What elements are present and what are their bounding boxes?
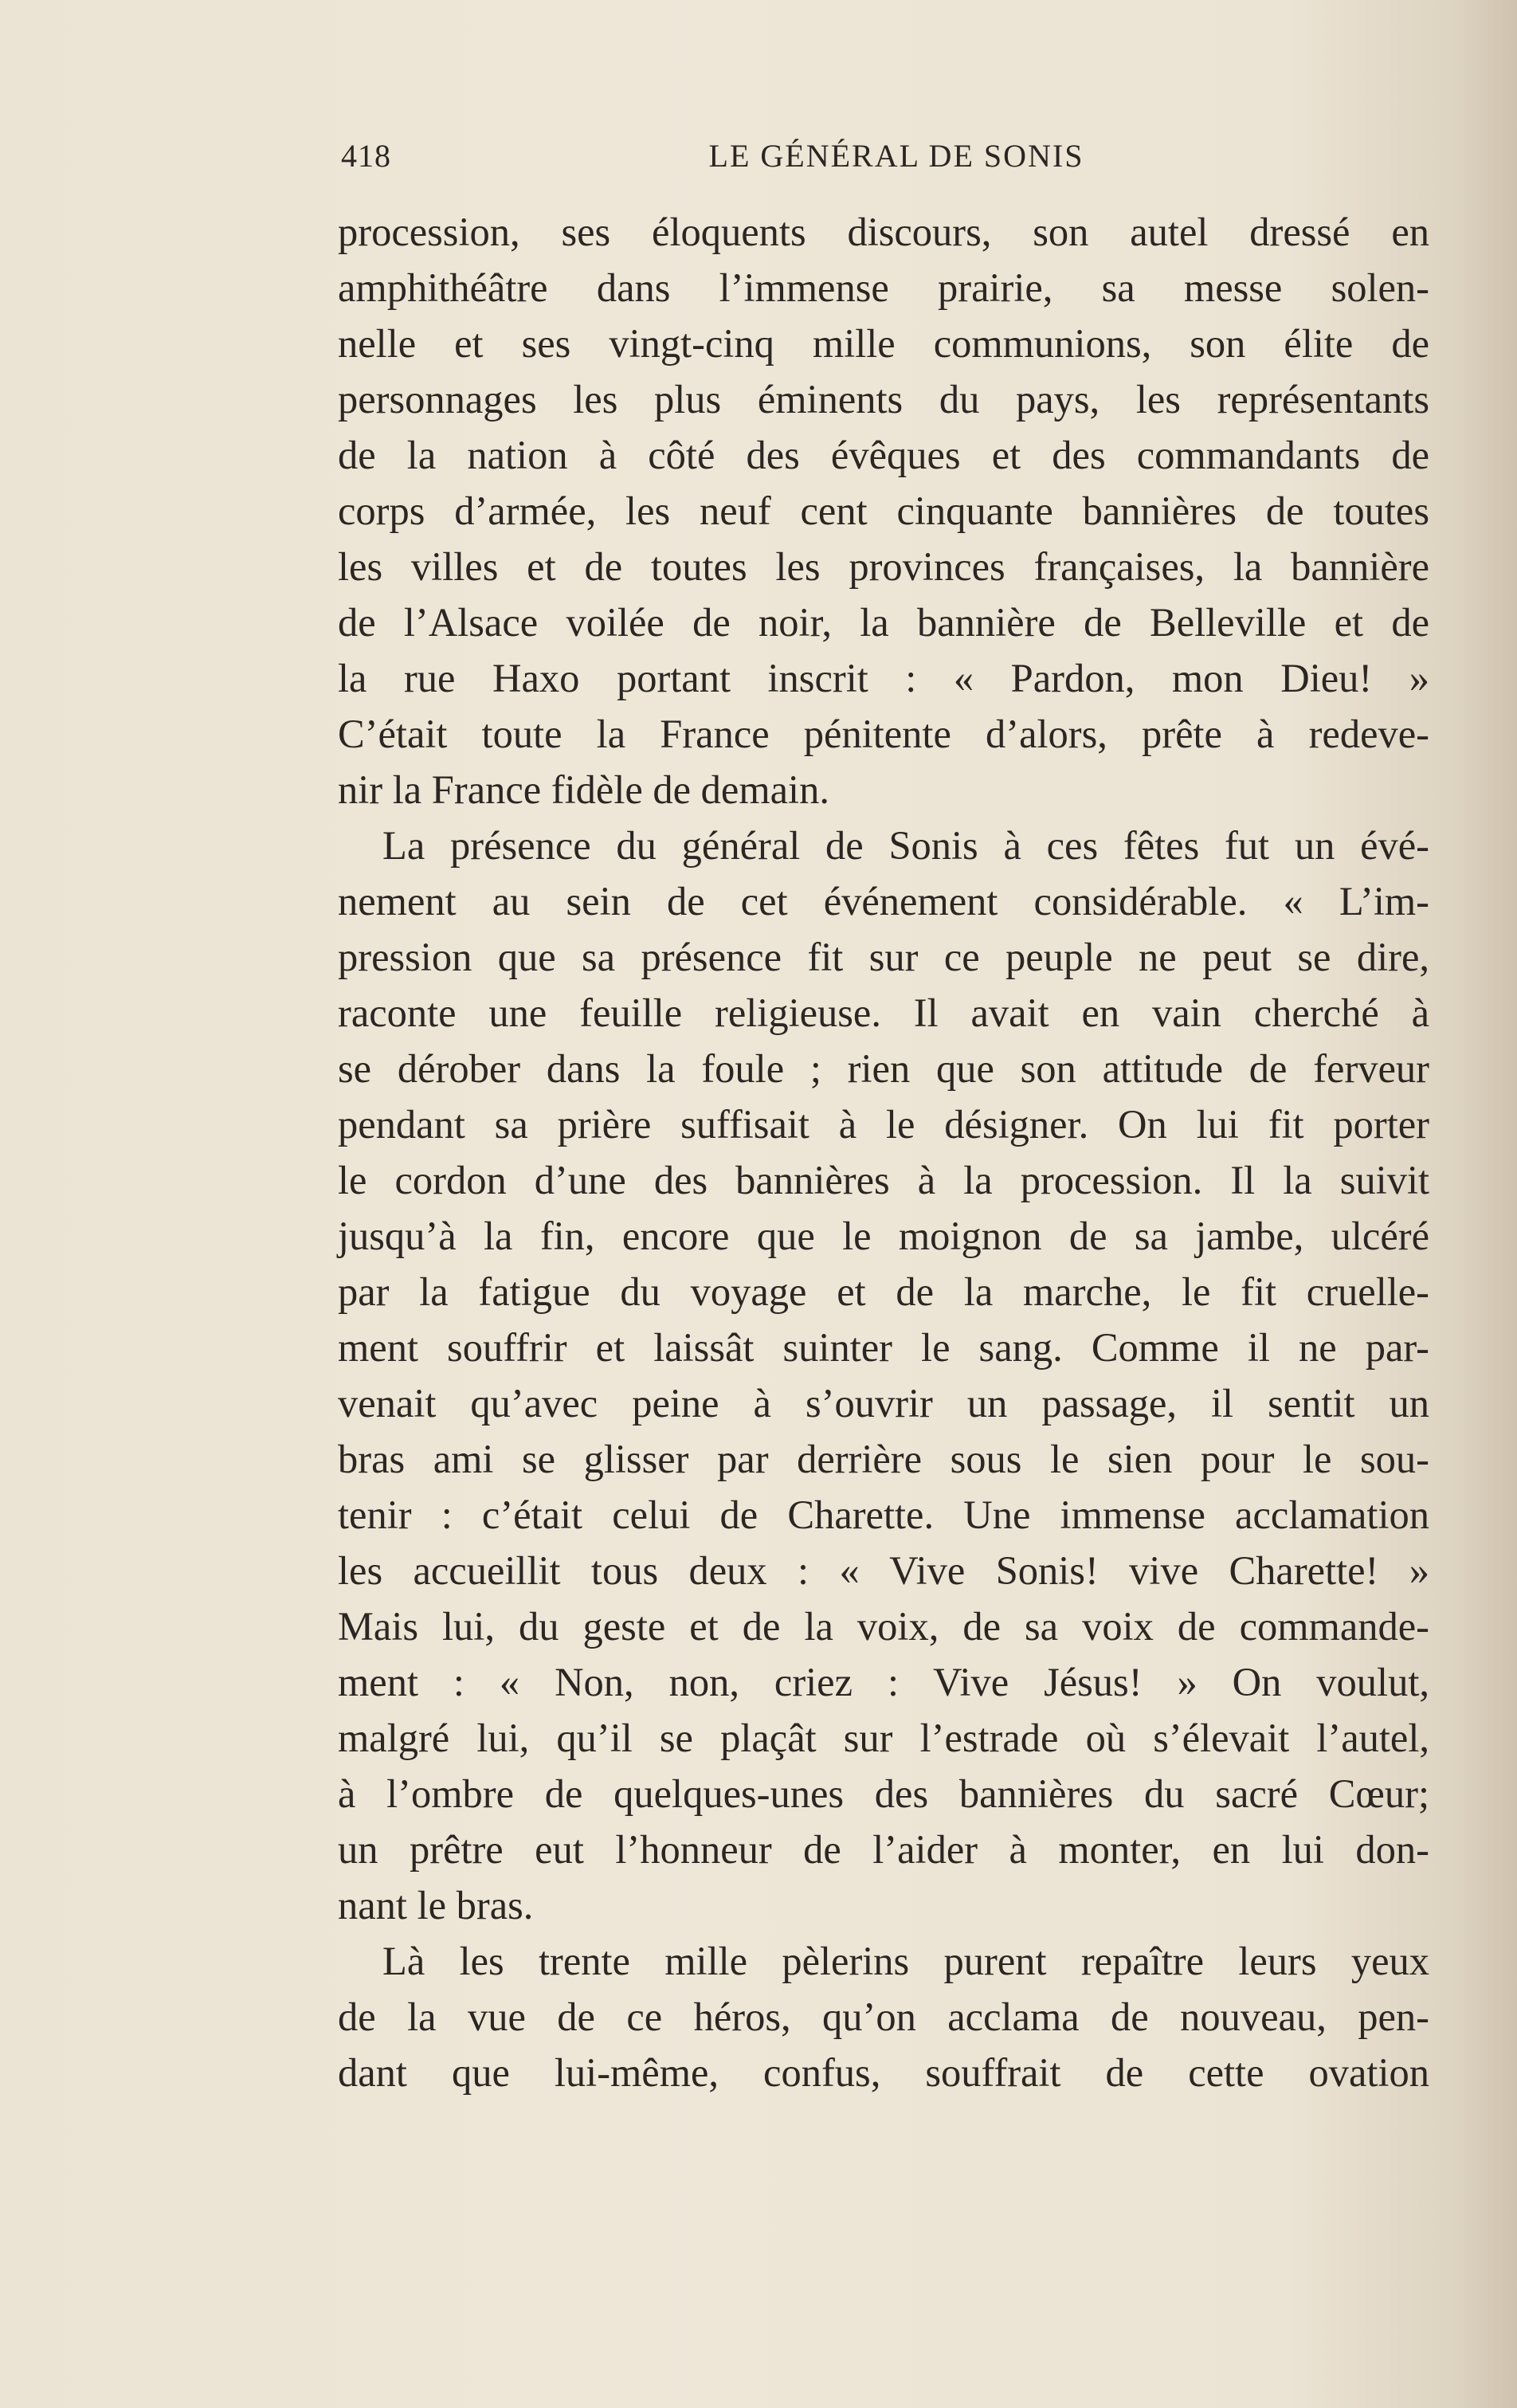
text-line: venait qu’avec peine à s’ouvrir un passage, il sentit un [338, 1381, 1429, 1426]
text-line: amphithéâtre dans l’immense prairie, sa messe solen- [338, 265, 1429, 310]
text-line: le cordon d’une des bannières à la procession. Il la suivit [338, 1158, 1429, 1202]
text-line: les accueillit tous deux : « Vive Sonis! vive Charette! » [338, 1548, 1429, 1593]
text-line: la rue Haxo portant inscrit : « Pardon, mon Dieu! » [338, 656, 1429, 700]
text-line: de la nation à côté des évêques et des commandants de [338, 433, 1429, 477]
text-line: ment : « Non, non, criez : Vive Jésus! » On voulut, [338, 1660, 1429, 1704]
text-line: nant le bras. [338, 1883, 534, 1928]
text-line: personnages les plus éminents du pays, les représentants [338, 377, 1429, 422]
text-line: de l’Alsace voilée de noir, la bannière de Belleville et de [338, 600, 1429, 645]
body-text [338, 204, 1429, 2100]
text-line: malgré lui, qu’il se plaçât sur l’estrade où s’élevait l’autel, [338, 1716, 1429, 1760]
text-line: nir la France fidèle de demain. [338, 767, 829, 812]
text-line: tenir : c’était celui de Charette. Une immense acclamation [338, 1492, 1429, 1537]
text-line: nelle et ses vingt-cinq mille communions, son élite de [338, 321, 1429, 366]
page-number: 418 [341, 138, 391, 174]
text-line: La présence du général de Sonis à ces fêtes fut un évé- [382, 823, 1429, 868]
text-line: bras ami se glisser par derrière sous le sien pour le sou- [338, 1437, 1429, 1481]
page-header [341, 126, 1436, 186]
running-title: LE GÉNÉRAL DE SONIS [708, 138, 1084, 174]
text-line: pendant sa prière suffisait à le désigner. On lui fit porter [338, 1102, 1429, 1147]
text-line: nement au sein de cet événement considérable. « L’im- [338, 879, 1429, 924]
text-line: dant que lui-même, confus, souffrait de cette ovation [338, 2050, 1429, 2095]
text-line: se dérober dans la foule ; rien que son attitude de ferveur [338, 1046, 1429, 1091]
text-line: à l’ombre de quelques-unes des bannières du sacré Cœur; [338, 1771, 1429, 1816]
text-line: corps d’armée, les neuf cent cinquante bannières de toutes [338, 488, 1429, 533]
text-line: jusqu’à la fin, encore que le moignon de sa jambe, ulcéré [338, 1214, 1429, 1258]
text-line: procession, ses éloquents discours, son autel dressé en [338, 210, 1429, 254]
text-line: par la fatigue du voyage et de la marche, le fit cruelle- [338, 1269, 1429, 1314]
text-line: les villes et de toutes les provinces françaises, la bannière [338, 544, 1429, 589]
text-line: un prêtre eut l’honneur de l’aider à monter, en lui don- [338, 1827, 1429, 1872]
text-line: de la vue de ce héros, qu’on acclama de nouveau, pen- [338, 1994, 1429, 2039]
text-line: raconte une feuille religieuse. Il avait en vain cherché à [338, 990, 1429, 1035]
text-line: pression que sa présence fit sur ce peuple ne peut se dire, [338, 935, 1429, 979]
text-line: Là les trente mille pèlerins purent repaître leurs yeux [382, 1939, 1429, 1983]
text-line: Mais lui, du geste et de la voix, de sa voix de commande- [338, 1604, 1429, 1649]
text-line: C’était toute la France pénitente d’alors, prête à redeve- [338, 712, 1429, 756]
text-line: ment souffrir et laissât suinter le sang. Comme il ne par- [338, 1325, 1429, 1370]
